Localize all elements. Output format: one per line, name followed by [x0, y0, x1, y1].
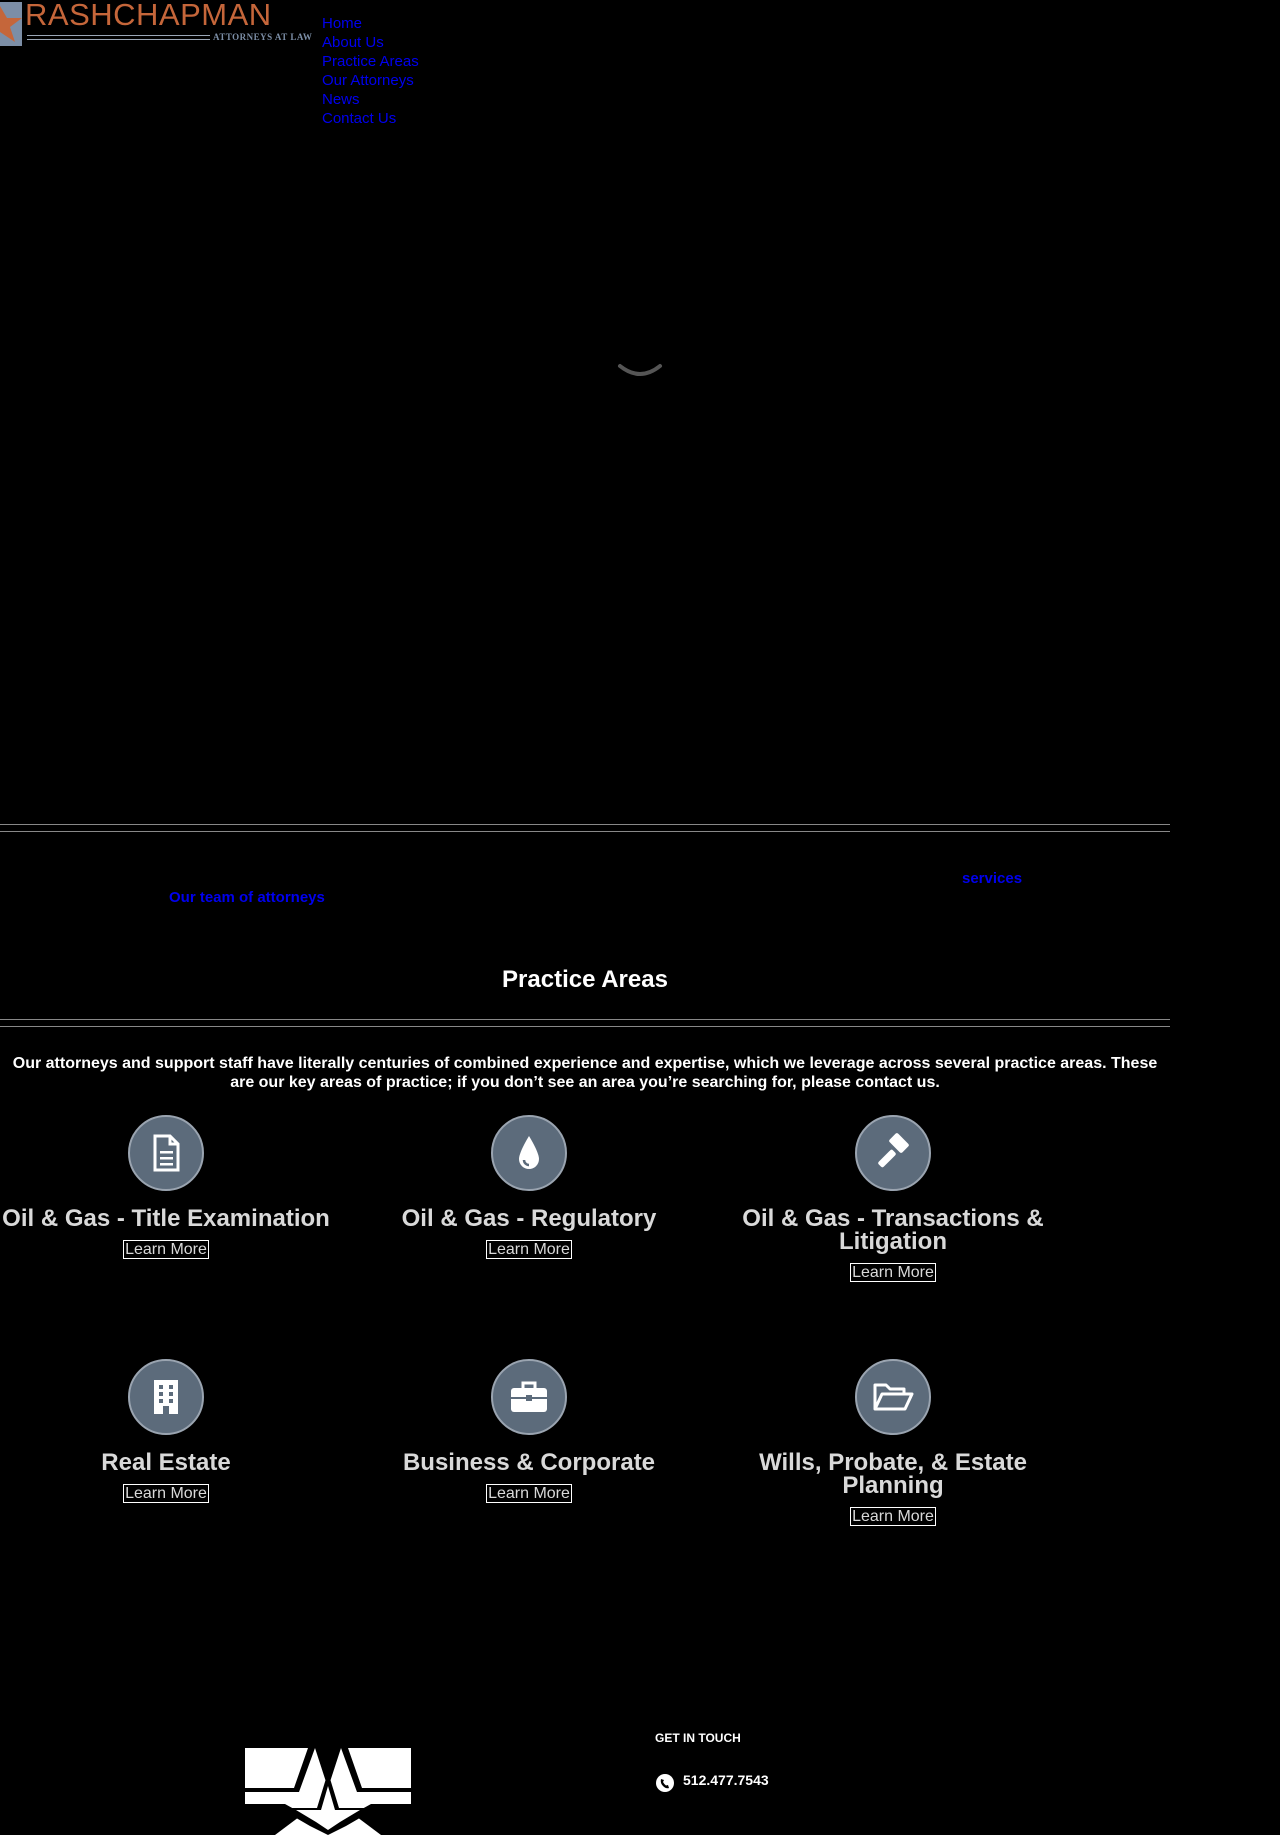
learn-more-button[interactable]: Learn More	[852, 1264, 934, 1281]
logo-star-icon	[0, 2, 24, 46]
oil-drop-icon	[491, 1115, 567, 1191]
practice-card	[349, 1115, 709, 1259]
practice-intro	[10, 1054, 1160, 1092]
practice-card	[349, 1359, 709, 1503]
logo-name: RASHCHAPMAN	[25, 0, 272, 32]
nav-item-about	[322, 33, 419, 52]
logo-divider	[27, 39, 210, 40]
phone-icon	[655, 1773, 675, 1793]
building-icon	[128, 1359, 204, 1435]
practice-card-title: Oil & Gas - Transactions & Litigation	[742, 1205, 1044, 1255]
divider	[0, 1019, 1170, 1020]
nav-link-about[interactable]: About Us	[322, 34, 384, 51]
gavel-icon	[855, 1115, 931, 1191]
nav-item-home	[322, 14, 419, 33]
practice-card-title: Real Estate	[101, 1449, 231, 1476]
divider	[0, 824, 1170, 825]
nav-link-home[interactable]: Home	[322, 15, 363, 32]
get-in-touch-heading: GET IN TOUCH	[655, 1731, 741, 1745]
document-icon	[128, 1115, 204, 1191]
nav-item-attorneys	[322, 71, 419, 90]
learn-more-button[interactable]: Learn More	[125, 1241, 207, 1258]
divider	[0, 831, 1170, 832]
spinner-icon	[616, 358, 664, 382]
nav-item-practice-areas	[322, 52, 419, 71]
folder-open-icon	[855, 1359, 931, 1435]
services-link[interactable]: services	[962, 870, 1023, 887]
learn-more-button[interactable]: Learn More	[125, 1485, 207, 1502]
practice-card	[713, 1115, 1073, 1282]
learn-more-button[interactable]: Learn More	[488, 1485, 570, 1502]
learn-more-button[interactable]: Learn More	[852, 1508, 934, 1525]
phone-number[interactable]: 512.477.7543	[683, 1772, 769, 1788]
practice-areas-title: Practice Areas	[502, 966, 668, 993]
site-logo[interactable]	[0, 0, 322, 48]
practice-intro-text: Our attorneys and support staff have literally centuries of combined experience and expertise, which we leverage across several practice areas. These are our key areas of practice; if you don’t see an area you’re searching for, please	[12, 1055, 1158, 1091]
logo-tagline: ATTORNEYS AT LAW	[213, 32, 313, 42]
star-logo-icon	[245, 1748, 411, 1835]
practice-card-title: Wills, Probate, & Estate Planning	[759, 1449, 1027, 1499]
nav-link-attorneys[interactable]: Our Attorneys	[322, 72, 414, 89]
nav-item-news	[322, 90, 419, 109]
main-nav	[322, 14, 419, 128]
briefcase-icon	[491, 1359, 567, 1435]
logo-divider	[27, 35, 210, 36]
practice-intro-end: .	[935, 1074, 940, 1091]
nav-item-contact	[322, 109, 419, 128]
learn-more-button[interactable]: Learn More	[488, 1241, 570, 1258]
practice-card-title: Oil & Gas - Regulatory	[401, 1205, 657, 1232]
team-link[interactable]: Our team of attorneys	[169, 889, 325, 906]
divider	[0, 1026, 1170, 1027]
nav-link-practice-areas[interactable]: Practice Areas	[322, 53, 419, 70]
practice-card-title: Business & Corporate	[402, 1449, 656, 1476]
nav-link-news[interactable]: News	[322, 91, 360, 108]
contact-us-link[interactable]: contact us	[855, 1074, 936, 1091]
practice-card-title: Oil & Gas - Title Examination	[2, 1205, 330, 1232]
nav-link-contact[interactable]: Contact Us	[322, 110, 397, 127]
practice-card	[0, 1115, 346, 1259]
practice-card	[713, 1359, 1073, 1526]
practice-card	[0, 1359, 346, 1503]
